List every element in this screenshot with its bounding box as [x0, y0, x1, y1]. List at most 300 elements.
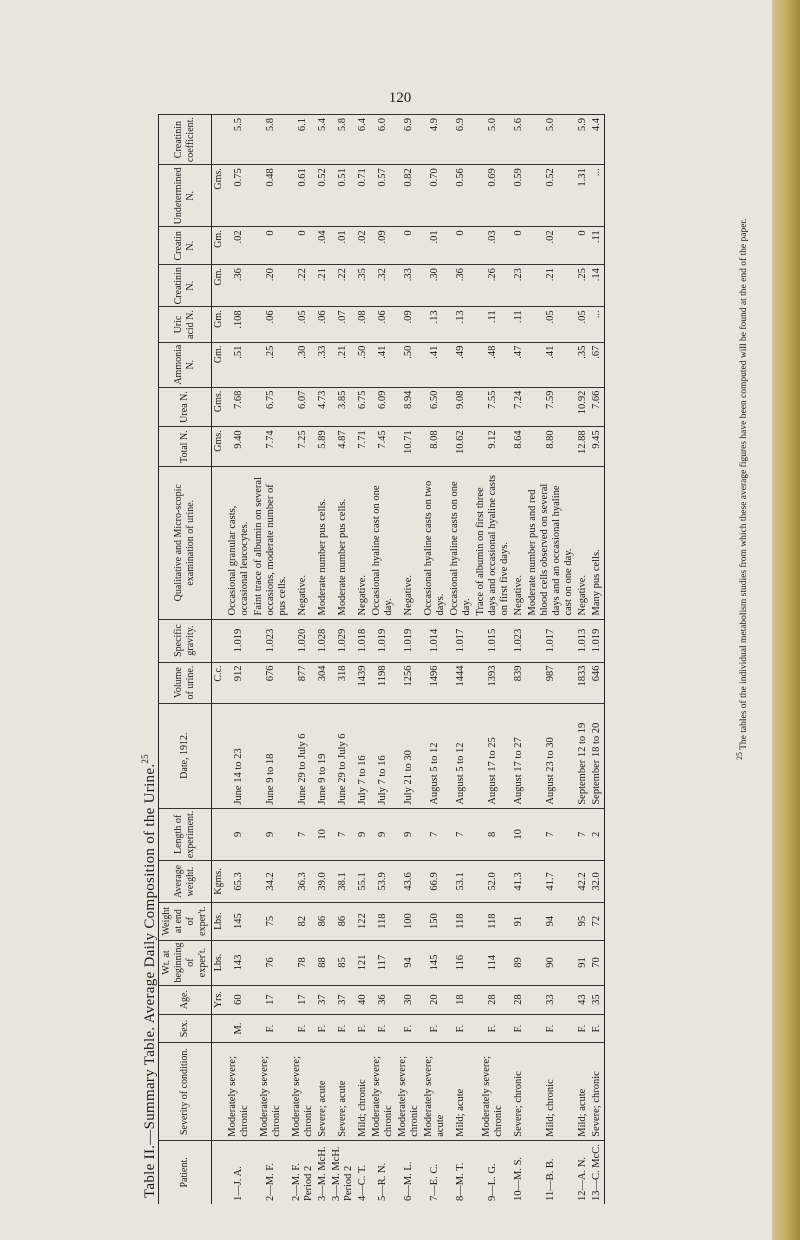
cell-weight-at-end-of-exper-t: 145 [226, 902, 252, 940]
cell-date-1912: July 7 to 16 [370, 703, 396, 808]
cell-date-1912: September 18 to 20 [590, 703, 605, 808]
cell-urea-n: 8.94 [396, 387, 422, 427]
cell-volume-of-urine: 304 [316, 662, 330, 703]
column-header-patient: Patient. [159, 1140, 212, 1204]
cell-uric-acid-n: .05 [576, 307, 590, 342]
cell-volume-of-urine: 318 [330, 662, 356, 703]
cell-volume-of-urine: 676 [252, 662, 290, 703]
cell-severity-of-condition: Mild; chronic [356, 1043, 370, 1140]
cell-average-weight: 32.0 [590, 861, 605, 903]
cell-average-weight: 41.7 [526, 861, 576, 903]
unit-cell [212, 1043, 227, 1140]
cell-qualitative-and-micro-scopic-examination-of-urine: Negative. [396, 466, 422, 619]
cell-total-n: 10.62 [448, 427, 474, 467]
cell-length-of-experiment: 8 [474, 808, 512, 860]
cell-specific-gravity: 1.014 [422, 619, 448, 662]
cell-patient: 10—M. S. [512, 1140, 526, 1204]
unit-cell: Lbs. [212, 940, 227, 985]
cell-creatinin-coefficient: 6.4 [356, 115, 370, 165]
cell-patient: 11—B. B. [526, 1140, 576, 1204]
unit-cell: Gms. [212, 387, 227, 427]
cell-specific-gravity: 1.017 [448, 619, 474, 662]
cell-creatin-n: .02 [226, 227, 252, 265]
footnote-text: The tables of the individual metabolism studies from which these average figures have been computed will be found at the end of the paper. [739, 218, 750, 750]
cell-ammonia-n: .41 [526, 342, 576, 387]
cell-volume-of-urine: 1256 [396, 662, 422, 703]
cell-weight-at-end-of-exper-t: 118 [474, 902, 512, 940]
cell-patient: 5—R. N. [370, 1140, 396, 1204]
cell-average-weight: 43.6 [396, 861, 422, 903]
cell-weight-at-end-of-exper-t: 94 [526, 902, 576, 940]
cell-specific-gravity: 1.015 [474, 619, 512, 662]
cell-volume-of-urine: 987 [526, 662, 576, 703]
cell-length-of-experiment: 7 [330, 808, 356, 860]
cell-total-n: 5.89 [316, 427, 330, 467]
table-row [474, 115, 512, 1205]
cell-volume-of-urine: 1833 [576, 662, 590, 703]
cell-creatin-n: 0 [252, 227, 290, 265]
column-header-creatinin-n: Creatinin N. [159, 265, 212, 307]
cell-weight-at-end-of-exper-t: 95 [576, 902, 590, 940]
cell-wt-at-beginning-of-exper-t: 143 [226, 940, 252, 985]
cell-sex: M. [226, 1014, 252, 1043]
cell-ammonia-n: .51 [226, 342, 252, 387]
table-row [290, 115, 316, 1205]
column-header-length-of-experiment: Length of experiment. [159, 808, 212, 860]
cell-qualitative-and-micro-scopic-examination-of-urine: Trace of albumin on first three days and occasional hyaline casts on first five days. [474, 466, 512, 619]
cell-average-weight: 66.9 [422, 861, 448, 903]
cell-undetermined-n: 0.61 [290, 165, 316, 227]
cell-urea-n: 6.75 [252, 387, 290, 427]
cell-creatinin-coefficient: 5.0 [526, 115, 576, 165]
table-title-text: Table II.—Summary Table. Average Daily Composition of the Urine. [142, 763, 158, 1198]
cell-total-n: 9.12 [474, 427, 512, 467]
cell-undetermined-n: 0.52 [316, 165, 330, 227]
cell-total-n: 7.45 [370, 427, 396, 467]
cell-specific-gravity: 1.013 [576, 619, 590, 662]
cell-creatinin-n: .36 [448, 265, 474, 307]
cell-qualitative-and-micro-scopic-examination-of-urine: Negative. [356, 466, 370, 619]
cell-qualitative-and-micro-scopic-examination-of-urine: Negative. [576, 466, 590, 619]
cell-urea-n: 6.07 [290, 387, 316, 427]
cell-sex: F. [422, 1014, 448, 1043]
cell-uric-acid-n: .05 [526, 307, 576, 342]
column-header-creatinin-coefficient: Creatinin coefficient. [159, 115, 212, 165]
cell-qualitative-and-micro-scopic-examination-of-urine: Moderate number pus and red blood cells observed on several days and an occasional hyaline cast on one day. [526, 466, 576, 619]
cell-creatin-n: .09 [370, 227, 396, 265]
title-footnote-mark: 25 [140, 754, 150, 764]
cell-uric-acid-n: .13 [448, 307, 474, 342]
cell-severity-of-condition: Severe; chronic [512, 1043, 526, 1140]
cell-sex: F. [526, 1014, 576, 1043]
cell-patient: 2—M. F. Period 2 [290, 1140, 316, 1204]
cell-severity-of-condition: Severe; acute [316, 1043, 330, 1140]
cell-total-n: 8.64 [512, 427, 526, 467]
footnote-mark: 25 [735, 752, 744, 760]
cell-wt-at-beginning-of-exper-t: 91 [576, 940, 590, 985]
table-row [252, 115, 290, 1205]
cell-length-of-experiment: 9 [370, 808, 396, 860]
cell-uric-acid-n: .05 [290, 307, 316, 342]
cell-age: 30 [396, 985, 422, 1014]
cell-severity-of-condition: Moderately severe; chronic [396, 1043, 422, 1140]
cell-sex: F. [370, 1014, 396, 1043]
cell-specific-gravity: 1.019 [396, 619, 422, 662]
cell-ammonia-n: .50 [396, 342, 422, 387]
unit-cell: Gms. [212, 165, 227, 227]
cell-date-1912: August 5 to 12 [448, 703, 474, 808]
cell-age: 35 [590, 985, 605, 1014]
cell-creatinin-n: .35 [356, 265, 370, 307]
column-header-date-1912: Date, 1912. [159, 703, 212, 808]
cell-total-n: 12.88 [576, 427, 590, 467]
cell-wt-at-beginning-of-exper-t: 145 [422, 940, 448, 985]
cell-urea-n: 7.66 [590, 387, 605, 427]
column-header-volume-of-urine: Volume of urine. [159, 662, 212, 703]
cell-qualitative-and-micro-scopic-examination-of-urine: Occasional hyaline casts on two days. [422, 466, 448, 619]
cell-length-of-experiment: 7 [526, 808, 576, 860]
cell-creatin-n: .03 [474, 227, 512, 265]
cell-sex: F. [576, 1014, 590, 1043]
cell-uric-acid-n: .06 [316, 307, 330, 342]
units-row [212, 115, 227, 1205]
cell-specific-gravity: 1.017 [526, 619, 576, 662]
cell-creatin-n: 0 [576, 227, 590, 265]
footnote [735, 218, 750, 760]
cell-wt-at-beginning-of-exper-t: 116 [448, 940, 474, 985]
cell-date-1912: August 23 to 30 [526, 703, 576, 808]
cell-undetermined-n: 0.82 [396, 165, 422, 227]
cell-date-1912: June 29 to July 6 [330, 703, 356, 808]
cell-ammonia-n: .33 [316, 342, 330, 387]
unit-cell: Gm. [212, 265, 227, 307]
cell-patient: 3—M. McH. [316, 1140, 330, 1204]
cell-sex: F. [512, 1014, 526, 1043]
cell-age: 43 [576, 985, 590, 1014]
cell-creatinin-coefficient: 5.8 [252, 115, 290, 165]
cell-creatinin-n: .22 [290, 265, 316, 307]
cell-creatin-n: 0 [396, 227, 422, 265]
cell-severity-of-condition: Severe; acute [330, 1043, 356, 1140]
header-row [159, 115, 212, 1205]
cell-volume-of-urine: 1393 [474, 662, 512, 703]
cell-ammonia-n: .50 [356, 342, 370, 387]
cell-length-of-experiment: 7 [290, 808, 316, 860]
unit-cell [212, 1014, 227, 1043]
column-header-weight-at-end-of-exper-t: Weight at end of exper't. [159, 902, 212, 940]
cell-severity-of-condition: Moderately severe; chronic [474, 1043, 512, 1140]
cell-length-of-experiment: 7 [576, 808, 590, 860]
cell-age: 37 [316, 985, 330, 1014]
cell-undetermined-n: ... [590, 165, 605, 227]
cell-creatinin-coefficient: 5.0 [474, 115, 512, 165]
cell-urea-n: 6.75 [356, 387, 370, 427]
cell-average-weight: 34.2 [252, 861, 290, 903]
cell-severity-of-condition: Moderately severe; chronic [226, 1043, 252, 1140]
table-row [512, 115, 526, 1205]
cell-creatinin-n: .36 [226, 265, 252, 307]
column-header-specific-gravity: Specific gravity. [159, 619, 212, 662]
cell-date-1912: June 9 to 18 [252, 703, 290, 808]
cell-wt-at-beginning-of-exper-t: 76 [252, 940, 290, 985]
table-row [590, 115, 605, 1205]
cell-ammonia-n: .41 [370, 342, 396, 387]
cell-specific-gravity: 1.019 [370, 619, 396, 662]
cell-uric-acid-n: ... [590, 307, 605, 342]
cell-severity-of-condition: Mild; acute [448, 1043, 474, 1140]
cell-sex: F. [448, 1014, 474, 1043]
cell-date-1912: June 9 to 19 [316, 703, 330, 808]
cell-length-of-experiment: 9 [396, 808, 422, 860]
rotated-table-block [132, 108, 752, 1204]
cell-total-n: 9.45 [590, 427, 605, 467]
unit-cell: Lbs. [212, 902, 227, 940]
cell-undetermined-n: 0.57 [370, 165, 396, 227]
cell-patient: 2—M. F. [252, 1140, 290, 1204]
cell-urea-n: 7.68 [226, 387, 252, 427]
cell-creatinin-coefficient: 6.9 [396, 115, 422, 165]
cell-sex: F. [590, 1014, 605, 1043]
cell-age: 36 [370, 985, 396, 1014]
column-header-qualitative-and-micro-scopic-examination-of-urine: Qualitative and Micro-scopic examination of urine. [159, 466, 212, 619]
cell-uric-acid-n: .108 [226, 307, 252, 342]
cell-average-weight: 53.1 [448, 861, 474, 903]
cell-creatin-n: .01 [330, 227, 356, 265]
cell-patient: 9—L. G. [474, 1140, 512, 1204]
cell-weight-at-end-of-exper-t: 86 [330, 902, 356, 940]
cell-specific-gravity: 1.020 [290, 619, 316, 662]
cell-date-1912: August 17 to 25 [474, 703, 512, 808]
unit-cell: Yrs. [212, 985, 227, 1014]
cell-uric-acid-n: .07 [330, 307, 356, 342]
cell-weight-at-end-of-exper-t: 75 [252, 902, 290, 940]
cell-age: 28 [512, 985, 526, 1014]
cell-weight-at-end-of-exper-t: 91 [512, 902, 526, 940]
unit-cell: Gm. [212, 342, 227, 387]
cell-length-of-experiment: 2 [590, 808, 605, 860]
cell-total-n: 7.71 [356, 427, 370, 467]
cell-age: 20 [422, 985, 448, 1014]
cell-creatinin-coefficient: 5.6 [512, 115, 526, 165]
cell-specific-gravity: 1.023 [512, 619, 526, 662]
column-header-sex: Sex. [159, 1014, 212, 1043]
cell-qualitative-and-micro-scopic-examination-of-urine: Negative. [512, 466, 526, 619]
column-header-severity-of-condition: Severity of condition. [159, 1043, 212, 1140]
cell-urea-n: 7.59 [526, 387, 576, 427]
cell-uric-acid-n: .13 [422, 307, 448, 342]
cell-urea-n: 4.73 [316, 387, 330, 427]
cell-qualitative-and-micro-scopic-examination-of-urine: Occasional hyaline cast on one day. [370, 466, 396, 619]
cell-age: 17 [252, 985, 290, 1014]
cell-severity-of-condition: Moderately severe; acute [422, 1043, 448, 1140]
cell-creatinin-n: .22 [330, 265, 356, 307]
cell-volume-of-urine: 877 [290, 662, 316, 703]
cell-creatinin-n: .21 [526, 265, 576, 307]
cell-age: 37 [330, 985, 356, 1014]
summary-table [158, 114, 605, 1204]
cell-length-of-experiment: 9 [252, 808, 290, 860]
cell-creatinin-coefficient: 5.4 [316, 115, 330, 165]
cell-age: 33 [526, 985, 576, 1014]
cell-creatinin-n: .26 [474, 265, 512, 307]
cell-creatinin-coefficient: 6.9 [448, 115, 474, 165]
cell-uric-acid-n: .08 [356, 307, 370, 342]
cell-sex: F. [290, 1014, 316, 1043]
cell-severity-of-condition: Mild; acute [576, 1043, 590, 1140]
cell-specific-gravity: 1.019 [226, 619, 252, 662]
cell-volume-of-urine: 1444 [448, 662, 474, 703]
cell-severity-of-condition: Moderately severe; chronic [290, 1043, 316, 1140]
cell-ammonia-n: .21 [330, 342, 356, 387]
cell-volume-of-urine: 912 [226, 662, 252, 703]
cell-creatinin-n: .30 [422, 265, 448, 307]
cell-creatinin-n: .33 [396, 265, 422, 307]
cell-date-1912: July 7 to 16 [356, 703, 370, 808]
unit-cell: Gm. [212, 227, 227, 265]
cell-creatin-n: 0 [512, 227, 526, 265]
cell-uric-acid-n: .09 [396, 307, 422, 342]
cell-total-n: 7.74 [252, 427, 290, 467]
column-header-undetermined-n: Undetermined N. [159, 165, 212, 227]
cell-total-n: 4.87 [330, 427, 356, 467]
cell-qualitative-and-micro-scopic-examination-of-urine: Moderate number pus cells. [316, 466, 330, 619]
cell-sex: F. [330, 1014, 356, 1043]
cell-wt-at-beginning-of-exper-t: 70 [590, 940, 605, 985]
cell-undetermined-n: 0.48 [252, 165, 290, 227]
unit-cell [212, 1140, 227, 1204]
column-header-ammonia-n: Ammonia N. [159, 342, 212, 387]
cell-creatinin-coefficient: 6.1 [290, 115, 316, 165]
cell-length-of-experiment: 7 [422, 808, 448, 860]
cell-age: 40 [356, 985, 370, 1014]
cell-creatinin-coefficient: 5.8 [330, 115, 356, 165]
cell-patient: 3—M. McH. Period 2 [330, 1140, 356, 1204]
cell-uric-acid-n: .06 [252, 307, 290, 342]
column-header-creatin-n: Creatin N. [159, 227, 212, 265]
cell-urea-n: 6.09 [370, 387, 396, 427]
unit-cell [212, 808, 227, 860]
table-title [132, 108, 158, 1204]
cell-urea-n: 10.92 [576, 387, 590, 427]
cell-wt-at-beginning-of-exper-t: 114 [474, 940, 512, 985]
cell-specific-gravity: 1.023 [252, 619, 290, 662]
cell-specific-gravity: 1.029 [330, 619, 356, 662]
cell-patient: 13—C. McC. [590, 1140, 605, 1204]
cell-ammonia-n: .25 [252, 342, 290, 387]
cell-severity-of-condition: Moderately severe; chronic [370, 1043, 396, 1140]
cell-creatin-n: .02 [526, 227, 576, 265]
unit-cell: Kgms. [212, 861, 227, 903]
cell-volume-of-urine: 1496 [422, 662, 448, 703]
cell-urea-n: 3.85 [330, 387, 356, 427]
cell-average-weight: 52.0 [474, 861, 512, 903]
cell-creatinin-coefficient: 5.5 [226, 115, 252, 165]
cell-ammonia-n: .47 [512, 342, 526, 387]
column-header-total-n: Total N. [159, 427, 212, 467]
cell-wt-at-beginning-of-exper-t: 117 [370, 940, 396, 985]
cell-total-n: 9.40 [226, 427, 252, 467]
cell-qualitative-and-micro-scopic-examination-of-urine: Occasional hyaline casts on one day. [448, 466, 474, 619]
cell-total-n: 8.08 [422, 427, 448, 467]
cell-patient: 6—M. L. [396, 1140, 422, 1204]
cell-urea-n: 7.24 [512, 387, 526, 427]
cell-specific-gravity: 1.018 [356, 619, 370, 662]
cell-average-weight: 36.3 [290, 861, 316, 903]
cell-date-1912: June 29 to July 6 [290, 703, 316, 808]
cell-total-n: 10.71 [396, 427, 422, 467]
cell-wt-at-beginning-of-exper-t: 78 [290, 940, 316, 985]
unit-cell [212, 466, 227, 619]
cell-age: 28 [474, 985, 512, 1014]
cell-undetermined-n: 1.31 [576, 165, 590, 227]
cell-date-1912: July 21 to 30 [396, 703, 422, 808]
cell-urea-n: 9.08 [448, 387, 474, 427]
cell-undetermined-n: 0.59 [512, 165, 526, 227]
cell-uric-acid-n: .11 [474, 307, 512, 342]
cell-qualitative-and-micro-scopic-examination-of-urine: Faint trace of albumin on several occasions, moderate number of pus cells. [252, 466, 290, 619]
cell-sex: F. [252, 1014, 290, 1043]
table-row [448, 115, 474, 1205]
table-row [422, 115, 448, 1205]
cell-wt-at-beginning-of-exper-t: 121 [356, 940, 370, 985]
column-header-age: Age. [159, 985, 212, 1014]
cell-average-weight: 42.2 [576, 861, 590, 903]
cell-creatinin-coefficient: 4.4 [590, 115, 605, 165]
cell-sex: F. [316, 1014, 330, 1043]
cell-creatin-n: .04 [316, 227, 330, 265]
cell-undetermined-n: 0.69 [474, 165, 512, 227]
cell-creatin-n: 0 [290, 227, 316, 265]
cell-ammonia-n: .67 [590, 342, 605, 387]
cell-patient: 7—E. C. [422, 1140, 448, 1204]
cell-patient: 8—M. T. [448, 1140, 474, 1204]
cell-weight-at-end-of-exper-t: 150 [422, 902, 448, 940]
cell-qualitative-and-micro-scopic-examination-of-urine: Moderate number pus cells. [330, 466, 356, 619]
cell-creatinin-n: .25 [576, 265, 590, 307]
cell-creatinin-n: .23 [512, 265, 526, 307]
cell-creatin-n: .01 [422, 227, 448, 265]
cell-severity-of-condition: Mild; chronic [526, 1043, 576, 1140]
cell-total-n: 8.80 [526, 427, 576, 467]
cell-weight-at-end-of-exper-t: 118 [370, 902, 396, 940]
cell-age: 18 [448, 985, 474, 1014]
cell-ammonia-n: .48 [474, 342, 512, 387]
cell-undetermined-n: 0.70 [422, 165, 448, 227]
cell-length-of-experiment: 9 [226, 808, 252, 860]
cell-uric-acid-n: .06 [370, 307, 396, 342]
cell-severity-of-condition: Severe; chronic [590, 1043, 605, 1140]
column-header-wt-at-beginning-of-exper-t: Wt. at beginning of exper't. [159, 940, 212, 985]
cell-creatinin-n: .32 [370, 265, 396, 307]
cell-volume-of-urine: 1198 [370, 662, 396, 703]
unit-cell [212, 115, 227, 165]
cell-qualitative-and-micro-scopic-examination-of-urine: Negative. [290, 466, 316, 619]
cell-wt-at-beginning-of-exper-t: 94 [396, 940, 422, 985]
cell-length-of-experiment: 7 [448, 808, 474, 860]
cell-wt-at-beginning-of-exper-t: 90 [526, 940, 576, 985]
cell-specific-gravity: 1.028 [316, 619, 330, 662]
cell-sex: F. [474, 1014, 512, 1043]
cell-ammonia-n: .41 [422, 342, 448, 387]
cell-urea-n: 6.50 [422, 387, 448, 427]
cell-volume-of-urine: 839 [512, 662, 526, 703]
cell-undetermined-n: 0.71 [356, 165, 370, 227]
column-header-urea-n: Urea N. [159, 387, 212, 427]
unit-cell [212, 703, 227, 808]
cell-date-1912: August 17 to 27 [512, 703, 526, 808]
cell-date-1912: June 14 to 23 [226, 703, 252, 808]
cell-wt-at-beginning-of-exper-t: 89 [512, 940, 526, 985]
